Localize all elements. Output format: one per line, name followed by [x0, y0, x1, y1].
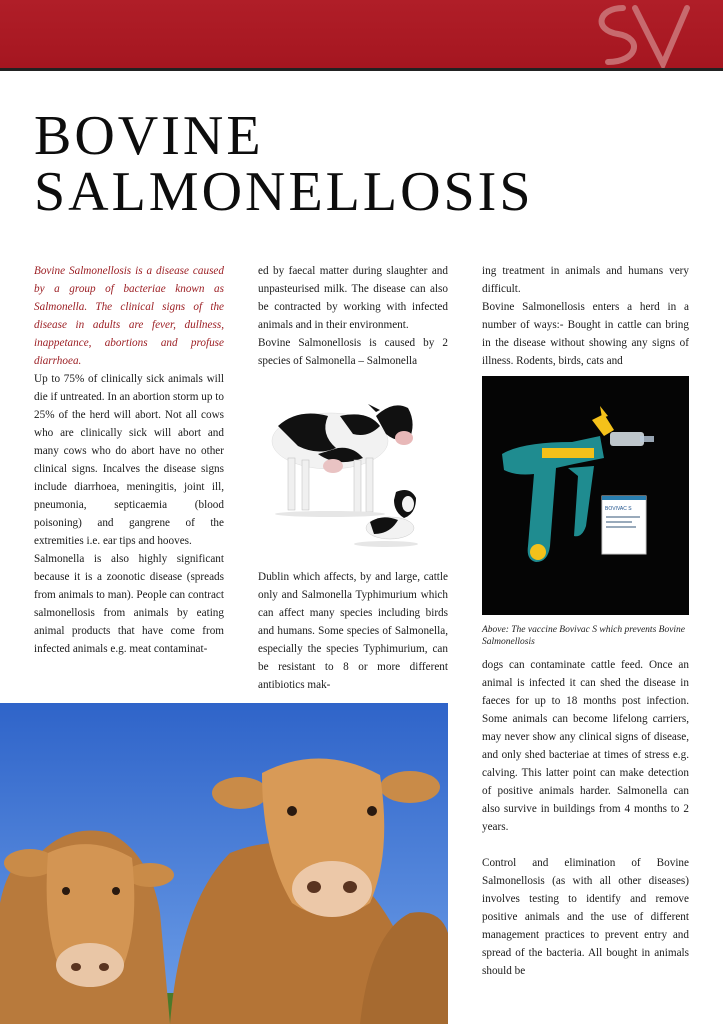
paragraph-treatment: ing treatment in animals and humans very difficult. — [482, 265, 689, 295]
vaccine-box-label: BOVIVAC S — [605, 506, 632, 512]
vaccine-caption: Above: The vaccine Bovivac S which prevents Bovine Salmonellosis — [482, 625, 686, 647]
cow-and-calf-image — [258, 386, 448, 551]
magazine-logo — [563, 0, 693, 68]
column-1 — [34, 262, 224, 658]
paragraph-control: Control and elimination of Bovine Salmonellosis (as with all other diseases) involves testing to identify and remove positive animals and the use of different management practices to prevent entry and spread of the bacteria. All bought in animals should be — [482, 857, 689, 977]
paragraph-shedding: dogs can contaminate cattle feed. Once an animal is infected it can shed the disease in faeces for up to 18 months post infection. Some animals can become lifelong carriers, may never show any clinical signs of disease, and only shed bacteriae at times of stress e.g. calving. This latter point can make detection of positive animals harder. Salmonella can also survive in buildings from 4 months to 2 years. — [482, 659, 689, 833]
header-bar — [0, 0, 723, 71]
column-2-top — [258, 262, 448, 370]
column-3-bottom — [482, 656, 689, 980]
paragraph-contraction: ed by faecal matter during slaughter and unpasteurised milk. The disease can also be contracted by working with infected animals and in their environment. — [258, 265, 448, 331]
paragraph-herd-entry: Bovine Salmonellosis enters a herd in a number of ways:- Bought in cattle can bring in the disease without showing any signs of illness. Rodents, birds, cats and — [482, 301, 689, 367]
column-3-top — [482, 262, 689, 370]
cattle-photo — [0, 703, 448, 1024]
paragraph-dublin-typhimurium: Dublin which affects, by and large, cattle only and Salmonella Typhimurium which can affect many species including birds and humans. Some species of Salmonella, especially the species Typhimurium, can be resistant to 8 or more different antibiotics mak- — [258, 571, 448, 691]
paragraph-gap — [482, 836, 689, 854]
vaccine-image — [482, 376, 689, 615]
paragraph-species: Bovine Salmonellosis is caused by 2 species of Salmonella – Salmonella — [258, 337, 448, 367]
title-line-1: BOVINE — [34, 105, 264, 167]
paragraph-zoonotic: Salmonella is also highly significant because it is a zoonotic disease (spreads from animals to man). People can contract salmonellosis from animals by eating animal products that have come from infected animals e.g. meat contaminat- — [34, 553, 224, 655]
intro-paragraph: Bovine Salmonellosis is a disease caused by a group of bacteriae known as Salmonella. The clinical signs of the disease in adults are fever, dullness, inappetance, abortions and profuse diarrhoea. — [34, 265, 224, 367]
page-title — [34, 105, 534, 223]
column-2-bottom — [258, 568, 448, 694]
logo-letters: SV — [563, 0, 565, 1]
title-line-2: SALMONELLOSIS — [34, 161, 534, 223]
paragraph-mortality: Up to 75% of clinically sick animals will die if untreated. In an abortion storm up to 25% of the herd will abort. Not all cows who are clinically sick will abort and many cows who do abort have no other clinical signs. Incalves the disease signs include diarrhoea, meningitis, joint ill, pneumonia, septicaemia (blood poisoning) and gangrene of the extremities i.e. ear tips and hooves. — [34, 373, 224, 547]
